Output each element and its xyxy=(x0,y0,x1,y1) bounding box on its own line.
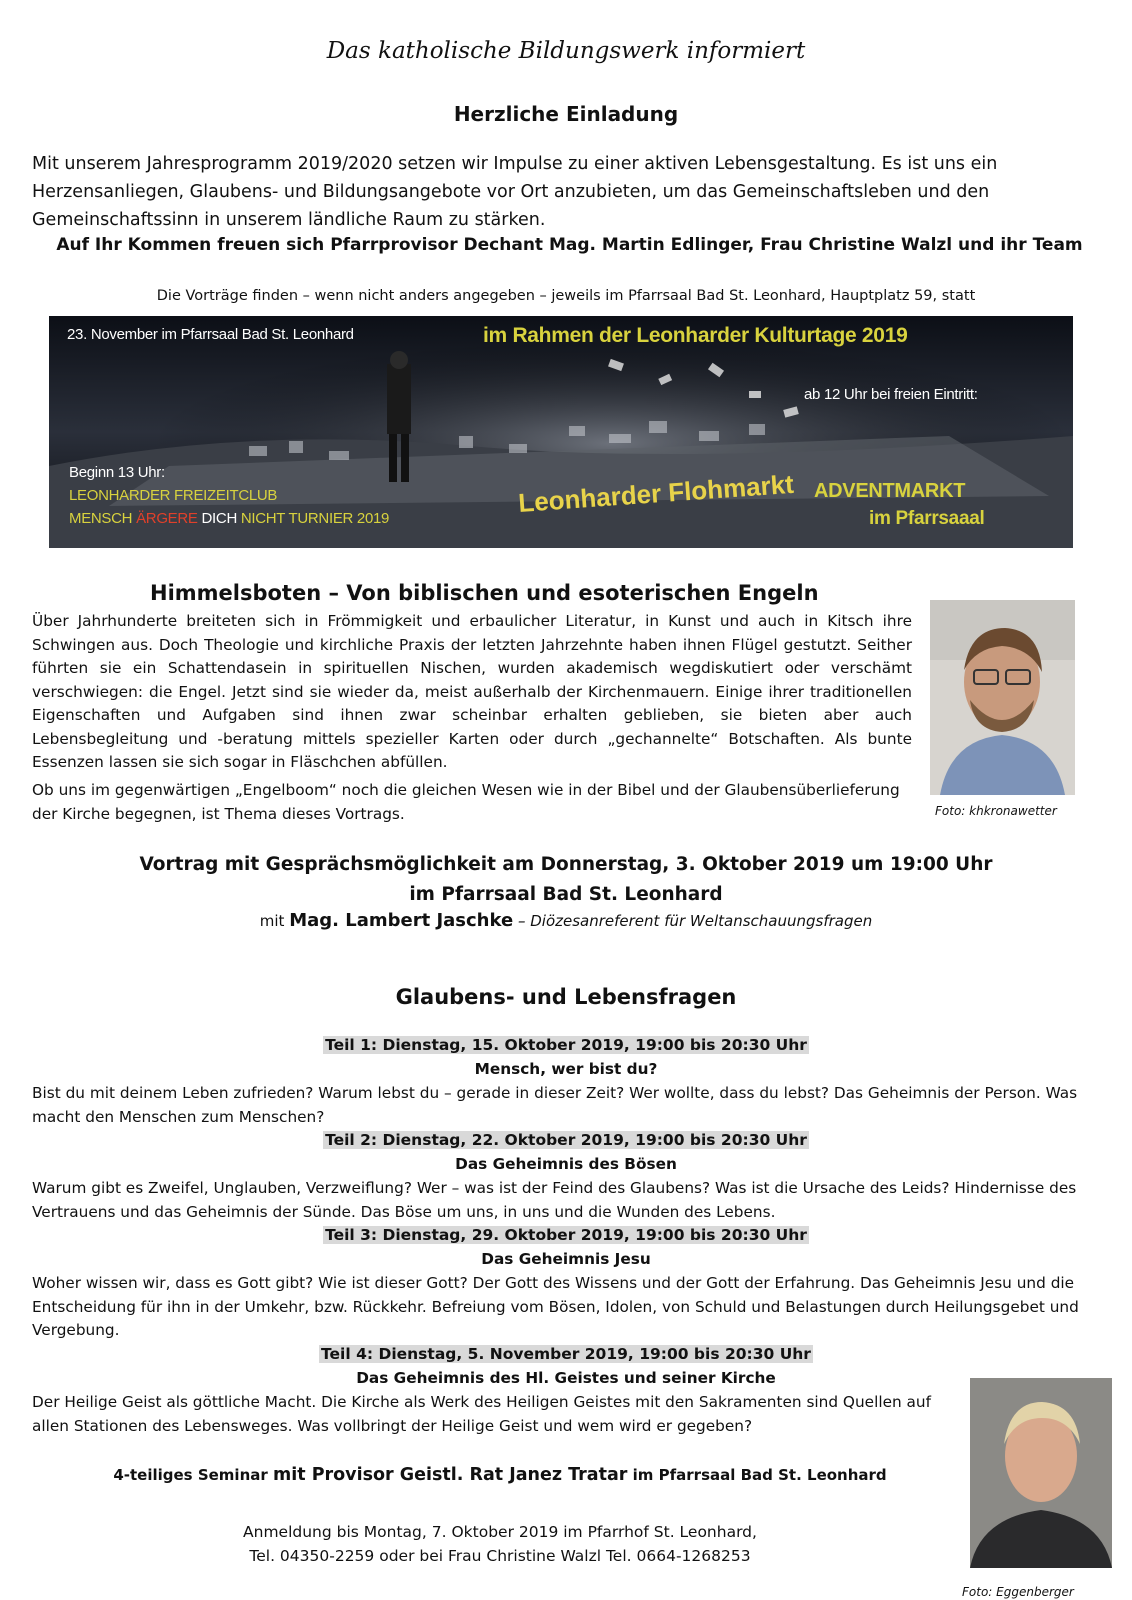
banner-tournament-part: DICH xyxy=(197,510,241,527)
banner-kulturtage: im Rahmen der Leonharder Kulturtage 2019 xyxy=(483,324,908,347)
session-4-title: Das Geheimnis des Hl. Geistes und seiner Kirche xyxy=(356,1369,776,1387)
seminar-leader: mit Provisor Geistl. Rat Janez Tratar xyxy=(273,1465,628,1485)
lecture-mit: mit xyxy=(259,912,290,930)
invitation-heading: Herzliche Einladung xyxy=(453,102,679,126)
registration-info xyxy=(0,1520,1000,1568)
session-date: Teil 1: Dienstag, 15. Oktober 2019, 19:00 bis 20:30 Uhr xyxy=(325,1036,807,1054)
session-1-body: Bist du mit deinem Leben zufrieden? Warum lebst du – gerade in dieser Zeit? Wer wollte, dass du lebst? Das Geheimnis der Person. Was macht den Menschen zum Menschen? xyxy=(32,1084,1078,1126)
registration-line-2: Tel. 04350-2259 oder bei Frau Christine Walzl Tel. 0664-1268253 xyxy=(249,1547,751,1565)
banner-logo-text: Leonharder Flohmarkt xyxy=(517,468,795,518)
seminar-part: im Pfarrsaal Bad St. Leonhard xyxy=(627,1466,887,1484)
session-date: Teil 3: Dienstag, 29. Oktober 2019, 19:00 bis 20:30 Uhr xyxy=(325,1226,807,1244)
session-2-head xyxy=(0,1131,1132,1149)
banner-club: LEONHARDER FREIZEITCLUB xyxy=(69,487,278,504)
banner-pfarrsaal: im Pfarrsaaal xyxy=(869,508,985,529)
session-3-body: Woher wissen wir, dass es Gott gibt? Wie ist dieser Gott? Der Gott des Wissens und der Gott der Erfahrung. Das Geheimnis Jesu und die Entscheidung für ihn in der Umkehr, bzw. Rückkehr. Befreiung vom Bösen, Idolen, von Schuld und Belastungen durch Heilungsgebet und Vergebung. xyxy=(32,1274,1079,1339)
banner-tournament-part: NICHT TURNIER 2019 xyxy=(240,510,390,527)
session-3-head xyxy=(0,1226,1132,1244)
banner-entry-note: ab 12 Uhr bei freien Eintritt: xyxy=(804,386,978,403)
session-4-body: Der Heilige Geist als göttliche Macht. Die Kirche als Werk des Heiligen Geistes mit den Sakramenten sind Quellen auf allen Stationen des Lebensweges. Was vollbringt der Heilige Geist und wem wird er gegeben? xyxy=(32,1393,931,1435)
seminar-part: 4-teiliges Seminar xyxy=(113,1466,273,1484)
lecture-info xyxy=(0,850,1132,910)
banner-tournament-part: MENSCH xyxy=(69,510,137,527)
lecture-speaker xyxy=(0,910,1132,931)
session-2-body: Warum gibt es Zweifel, Unglauben, Verzweiflung? Wer – was ist der Feind des Glaubens? Was ist die Ursache des Leids? Hindernisse des Vertrauens und das Geheimnis der Sünde. Das Böse um uns, in uns und die Wunden des Lebens. xyxy=(32,1179,1077,1221)
lecture-venue-line: im Pfarrsaal Bad St. Leonhard xyxy=(409,884,723,905)
registration-line-1: Anmeldung bis Montag, 7. Oktober 2019 im Pfarrhof St. Leonhard, xyxy=(243,1523,757,1541)
event-banner xyxy=(49,316,1073,548)
photo-caption-1: Foto: khkronawetter xyxy=(935,804,1057,818)
photo-caption-2: Foto: Eggenberger xyxy=(962,1585,1074,1599)
session-1-head xyxy=(0,1036,1132,1054)
lecture-speaker-role: – Diözesanreferent für Weltanschauungsfragen xyxy=(513,912,873,930)
speaker-photo-jaschke xyxy=(930,600,1075,795)
intro-paragraph: Mit unserem Jahresprogramm 2019/2020 setzen wir Impulse zu einer aktiven Lebensgestaltung. Es ist uns ein Herzensanliegen, Glaubens- und Bildungsangebote vor Ort anzubieten, um das Gemeinschaftsleben und den Gemeinschaftssinn in unserem ländliche Raum zu stärken. xyxy=(32,154,998,230)
venue-note: Die Vorträge finden – wenn nicht anders angegeben – jeweils im Pfarrsaal Bad St. Leonhard, Hauptplatz 59, statt xyxy=(156,288,976,304)
himmelsboten-paragraph: Über Jahrhunderte breiteten sich in Frömmigkeit und erbaulicher Literatur, in Kunst und auch in Kitsch ihre Schwingen aus. Doch Theologie und kirchliche Praxis der letzten Jahrzehnte haben ihnen Flügel gestutzt. Seither führten sie ein Schattendasein in spirituellen Nischen, wurden akademisch wegdiskutiert oder verschämt verschwiegen: die Engel. Jetzt sind sie wieder da, meist außerhalb der Kirchenmauern. Einige ihrer traditionellen Eigenschaften und Aufgaben sind ihnen zwar scheinbar erhalten geblieben, sie bieten aber auch Lebensbegleitung und -beratung mittels spezieller Karten oder durch „gechannelte“ Botschaften. Als bunte Essenzen lassen sie sich sogar in Fläschchen abfüllen. xyxy=(32,612,912,771)
lecture-speaker-name: Mag. Lambert Jaschke xyxy=(289,910,514,931)
himmelsboten-heading: Himmelsboten – Von biblischen und esoterischen Engeln xyxy=(150,581,819,605)
seminar-line xyxy=(0,1465,1000,1485)
lecture-date-line: Vortrag mit Gesprächsmöglichkeit am Donnerstag, 3. Oktober 2019 um 19:00 Uhr xyxy=(139,854,993,875)
session-1-title: Mensch, wer bist du? xyxy=(474,1060,658,1078)
banner-date: 23. November im Pfarrsaal Bad St. Leonhard xyxy=(67,326,354,343)
session-date: Teil 2: Dienstag, 22. Oktober 2019, 19:00 bis 20:30 Uhr xyxy=(325,1131,807,1149)
banner-start-time: Beginn 13 Uhr: xyxy=(69,464,165,481)
glauben-heading: Glaubens- und Lebensfragen xyxy=(395,985,737,1009)
banner-tournament xyxy=(69,510,389,527)
session-4-head xyxy=(0,1345,1132,1363)
page-title: Das katholische Bildungswerk informiert xyxy=(326,38,806,64)
banner-tournament-part: ÄRGERE xyxy=(136,510,198,527)
session-3-title: Das Geheimnis Jesu xyxy=(481,1250,651,1268)
session-date: Teil 4: Dienstag, 5. November 2019, 19:00 bis 20:30 Uhr xyxy=(321,1345,811,1363)
team-line: Auf Ihr Kommen freuen sich Pfarrprovisor Dechant Mag. Martin Edlinger, Frau Christine Walzl und ihr Team xyxy=(56,235,1083,255)
session-2-title: Das Geheimnis des Bösen xyxy=(455,1155,677,1173)
himmelsboten-paragraph-2: Ob uns im gegenwärtigen „Engelboom“ noch die gleichen Wesen wie in der Bibel und der Glaubensüberlieferung der Kirche begegnen, ist Thema dieses Vortrags. xyxy=(32,781,900,823)
banner-adventmarkt: ADVENTMARKT xyxy=(814,480,966,502)
speaker-photo-tratar xyxy=(970,1378,1112,1568)
